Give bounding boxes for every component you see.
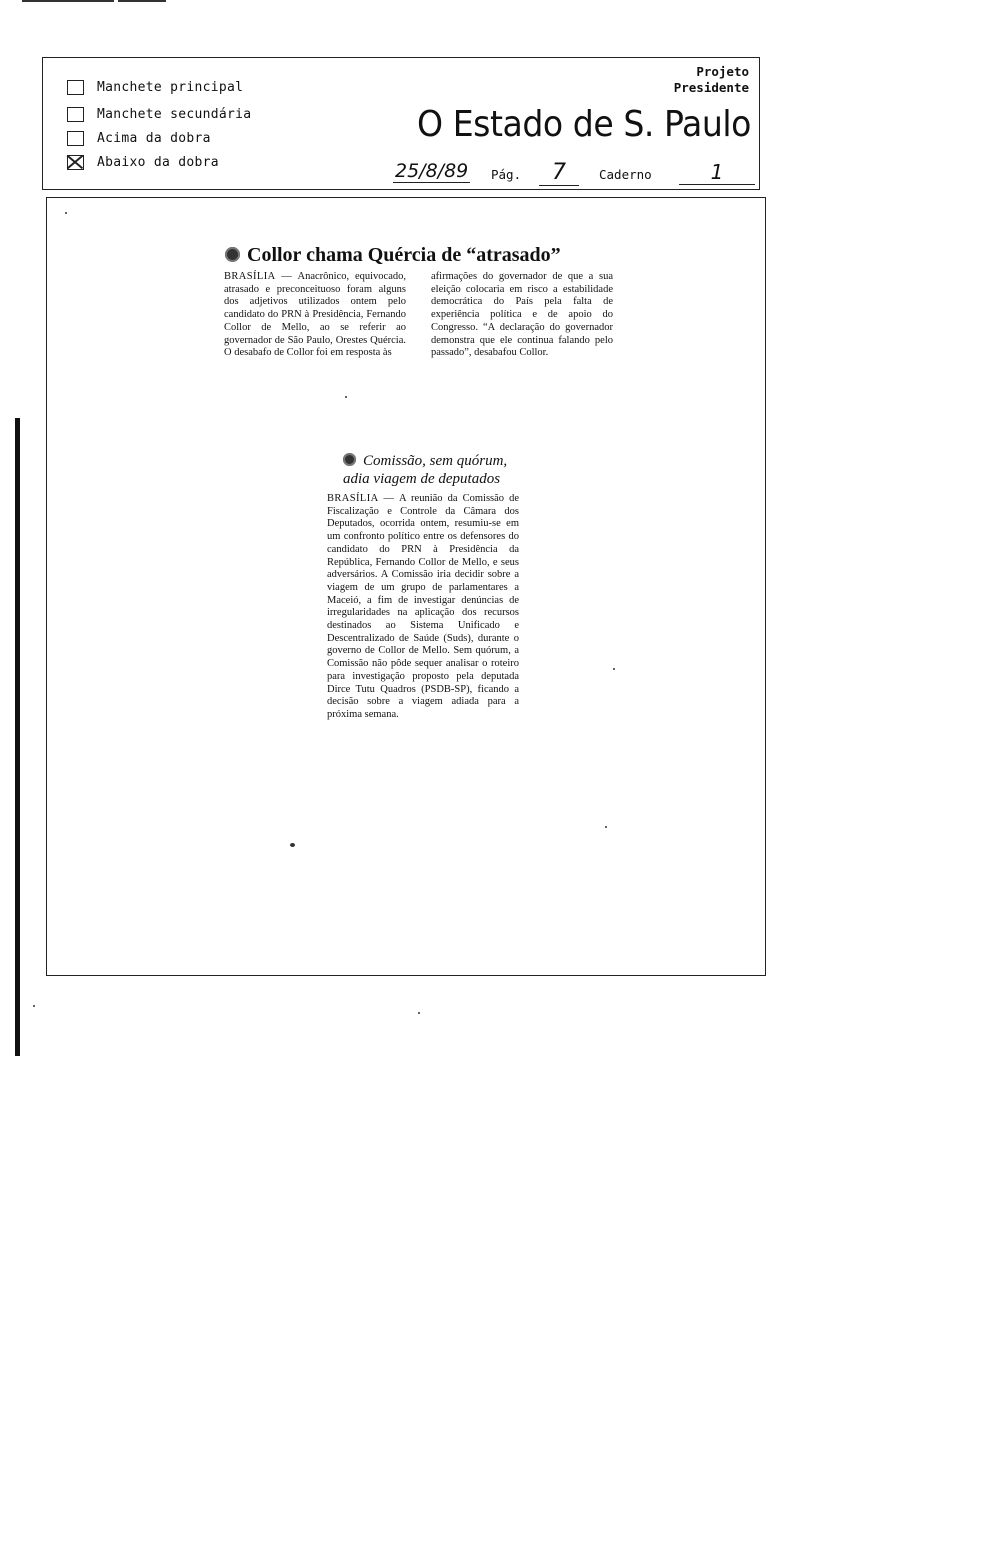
newspaper-name: O Estado de S. Paulo [417,104,751,145]
clipping-header [42,57,760,190]
article1-headline [225,244,561,267]
checkbox-manchete-principal[interactable] [67,80,84,95]
checkbox-label: Manchete secundária [97,107,252,122]
clipping-metadata [393,160,755,184]
bullet-icon [343,453,356,466]
clipping-content-frame [46,197,766,976]
checkbox-label: Acima da dobra [97,131,211,146]
article1-col1-text: Anacrônico, equivocado, atrasado e preconceituoso foram alguns dos adjetivos utilizados ontem pelo candidato do PRN à Presidência, Fernando Collor de Mello, ao se referir ao governador de São Paulo, Orestes Quércia. O desabafo de Collor foi em resposta às [224,271,407,359]
section-label: Caderno [599,167,652,182]
checkbox-row-manchete-principal[interactable] [67,80,243,95]
article2-headline [343,452,533,488]
scan-speck [613,668,615,670]
scan-edge-mark [118,0,166,2]
project-line-2: Presidente [673,80,749,95]
article1-headline-text: Collor chama Quércia de “atrasado” [247,244,561,266]
scan-speck [418,1012,420,1014]
clipping-date: 25/8/89 [395,160,469,182]
checkbox-acima-da-dobra[interactable] [67,131,84,146]
page-label: Pág. [491,167,522,182]
article2-body-text: A reunião da Comissão de Fiscalização e Controle da Câmara dos Deputados, ocorrida ontem, resumiu-se em um confronto político entre os defensores do candidato do PRN à Presidência da República, Fernando Collor de Mello, e seus adversários. A Comissão iria decidir sobre a viagem de um grupo de parlamentares a Maceió, a fim de investigar denúncias de irregularidades na aplicação dos recursos destinados ao Sistema Unificado e Descentralizado de Saúde (Suds), durante o governo de Collor de Mello. Sem quórum, a Comissão não pôde sequer analisar o roteiro para investigação proposto pela deputada Dirce Tutu Quadros (PSDB-SP), ficando a decisão sobre a viagem adiada para a próxima semana. [327,493,520,720]
scan-left-edge [15,418,20,1056]
bullet-icon [225,247,240,262]
section-number: 1 [679,160,755,185]
checkbox-manchete-secundaria[interactable] [67,107,84,122]
scan-speck [65,212,67,214]
scan-speck [33,1005,35,1007]
checkbox-row-acima-da-dobra[interactable] [67,131,211,146]
project-line-1: Projeto [696,64,749,79]
page-number: 7 [539,160,579,186]
scan-speck [605,826,607,828]
checkbox-row-abaixo-da-dobra[interactable] [67,155,219,170]
article1-column-1 [224,271,406,360]
checkbox-label: Abaixo da dobra [97,155,219,170]
checkbox-abaixo-da-dobra[interactable] [67,155,84,170]
article2-dateline: BRASÍLIA — [327,493,395,504]
scan-speck [290,843,295,847]
project-label [674,64,749,96]
article1-column-2: afirmações do governador de que a sua eleição colocaria em risco a estabilidade democrática do País pela falta de experiência política e de apoio do Congresso. “A declaração do governador demonstra que ele continua falando pelo passado”, desabafou Collor. [431,271,613,359]
scan-edge-mark [22,0,114,2]
checkbox-row-manchete-secundaria[interactable] [67,107,251,122]
checkbox-label: Manchete principal [97,80,244,95]
article1-dateline: BRASÍLIA — [224,271,293,282]
scan-speck [345,396,347,398]
article2-body [327,493,519,722]
article2-headline-text: Comissão, sem quórum, adia viagem de deputados [343,453,508,487]
